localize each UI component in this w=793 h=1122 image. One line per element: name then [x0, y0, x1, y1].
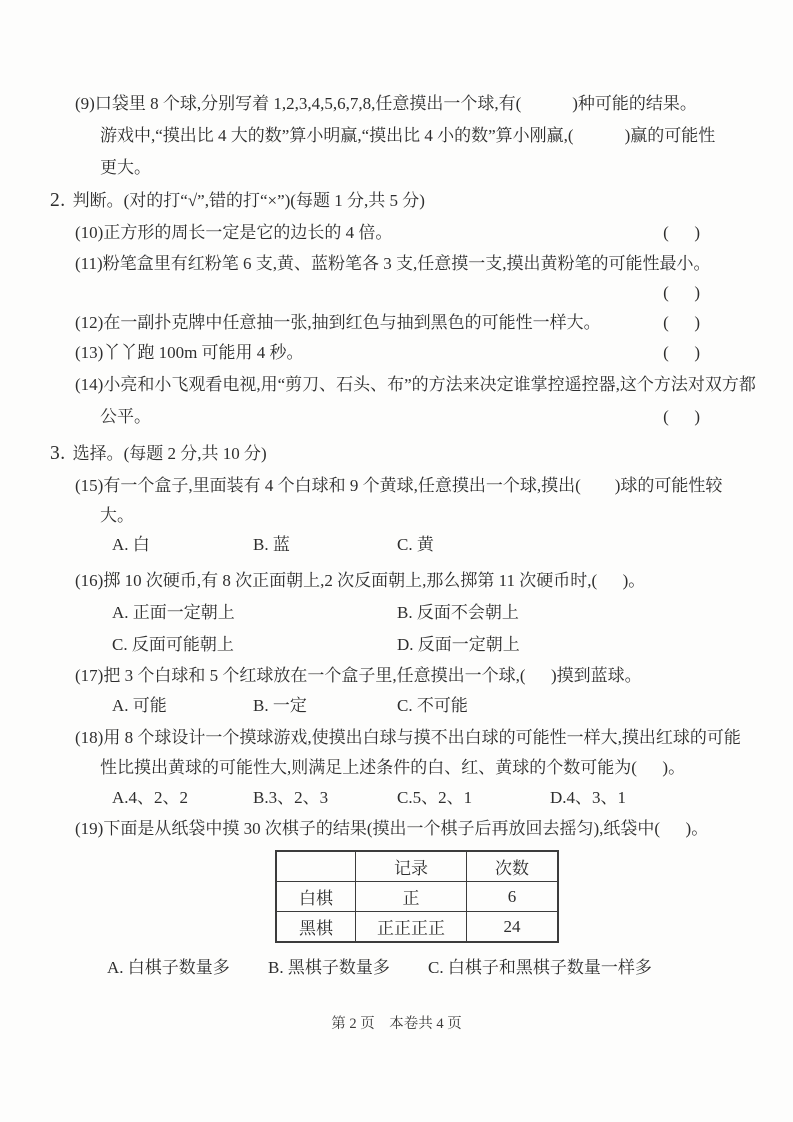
table-cell-black-count: 24	[467, 912, 559, 943]
question-14-answer-blank: ( )	[663, 407, 700, 426]
question-16-options-row-2	[0, 632, 793, 658]
question-18-line-1: (18)用 8 个球设计一个摸球游戏,使摸出白球与摸不出白球的可能性一样大,摸出红球的可能	[75, 728, 741, 747]
option-15-b: B. 蓝	[253, 535, 290, 554]
question-14-text: 公平。	[100, 407, 151, 426]
question-12-text: (12)在一副扑克牌中任意抽一张,抽到红色与抽到黑色的可能性一样大。	[75, 313, 601, 332]
question-18-line-2: 性比摸出黄球的可能性大,则满足上述条件的白、红、黄球的个数可能为( )。	[100, 758, 686, 777]
question-13-answer-blank: ( )	[663, 343, 700, 362]
option-18-b: B.3、2、3	[253, 788, 329, 807]
table-cell-black-tally: 正正正正	[356, 912, 467, 943]
section-3-title: 选择。(每题 2 分,共 10 分)	[72, 444, 267, 463]
question-14-line-2	[100, 404, 700, 430]
question-12	[75, 310, 700, 336]
question-9-line-1: (9)口袋里 8 个球,分别写着 1,2,3,4,5,6,7,8,任意摸出一个球,有( )种可能的结果。	[75, 94, 697, 113]
question-13-text: (13)丫丫跑 100m 可能用 4 秒。	[75, 343, 304, 362]
question-10	[75, 220, 700, 246]
table-cell-white-count: 6	[467, 882, 559, 912]
question-16-line-1: (16)掷 10 次硬币,有 8 次正面朝上,2 次反面朝上,那么掷第 11 次硬币时,( )。	[75, 571, 646, 590]
option-17-b: B. 一定	[253, 696, 307, 715]
section-2-header	[50, 188, 425, 214]
section-3-header	[50, 441, 267, 467]
question-19-options	[0, 955, 793, 981]
question-11-answer-blank: ( )	[663, 283, 700, 302]
question-12-answer-blank: ( )	[663, 313, 700, 332]
question-15-line-1: (15)有一个盒子,里面装有 4 个白球和 9 个黄球,任意摸出一个球,摸出( )球的可能性较	[75, 476, 723, 495]
question-13	[75, 340, 700, 366]
option-16-b: B. 反面不会朝上	[397, 603, 519, 622]
table-row	[276, 882, 558, 912]
table-corner-cell	[276, 851, 356, 882]
option-15-c: C. 黄	[397, 535, 434, 554]
question-10-text: (10)正方形的周长一定是它的边长的 4 倍。	[75, 223, 393, 242]
option-16-a: A. 正面一定朝上	[112, 603, 235, 622]
table-cell-white-label: 白棋	[276, 882, 356, 912]
table-cell-black-label: 黑棋	[276, 912, 356, 943]
option-17-c: C. 不可能	[397, 696, 468, 715]
table-cell-white-tally: 正	[356, 882, 467, 912]
tally-record-table	[275, 850, 559, 943]
question-9-line-3: 更大。	[100, 158, 151, 177]
table-header-count: 次数	[467, 851, 559, 882]
option-19-a: A. 白棋子数量多	[107, 958, 230, 977]
option-16-c: C. 反面可能朝上	[112, 635, 234, 654]
table-header-row	[276, 851, 558, 882]
option-18-c: C.5、2、1	[397, 788, 473, 807]
option-15-a: A. 白	[112, 535, 150, 554]
question-9-line-2: 游戏中,“摸出比 4 大的数”算小明赢,“摸出比 4 小的数”算小刚赢,( )赢的可能性	[100, 126, 716, 145]
table-row	[276, 912, 558, 943]
option-18-a: A.4、2、2	[112, 788, 189, 807]
option-19-c: C. 白棋子和黑棋子数量一样多	[428, 958, 652, 977]
question-19-line-1: (19)下面是从纸袋中摸 30 次棋子的结果(摸出一个棋子后再放回去摇匀),纸袋中( )。	[75, 819, 709, 838]
section-2-number: 2.	[50, 190, 66, 211]
option-16-d: D. 反面一定朝上	[397, 635, 520, 654]
question-17-line-1: (17)把 3 个白球和 5 个红球放在一个盒子里,任意摸出一个球,( )摸到蓝球。	[75, 666, 642, 685]
option-17-a: A. 可能	[112, 696, 167, 715]
option-18-d: D.4、3、1	[550, 788, 627, 807]
option-19-b: B. 黑棋子数量多	[268, 958, 390, 977]
section-3-number: 3.	[50, 443, 66, 464]
question-14-line-1: (14)小亮和小飞观看电视,用“剪刀、石头、布”的方法来决定谁掌控遥控器,这个方法对双方都	[75, 375, 756, 394]
question-16-options-row-1	[0, 600, 793, 626]
question-11-text: (11)粉笔盒里有红粉笔 6 支,黄、蓝粉笔各 3 支,任意摸一支,摸出黄粉笔的可能性最小。	[75, 254, 711, 273]
question-17-options	[0, 693, 793, 719]
question-10-answer-blank: ( )	[663, 223, 700, 242]
section-2-title: 判断。(对的打“√”,错的打“×”)(每题 1 分,共 5 分)	[72, 191, 425, 210]
question-15-options	[0, 532, 793, 558]
table-header-record: 记录	[356, 851, 467, 882]
question-18-options	[0, 785, 793, 811]
page-footer: 第 2 页 本卷共 4 页	[331, 1016, 462, 1032]
question-15-line-2: 大。	[100, 506, 134, 525]
